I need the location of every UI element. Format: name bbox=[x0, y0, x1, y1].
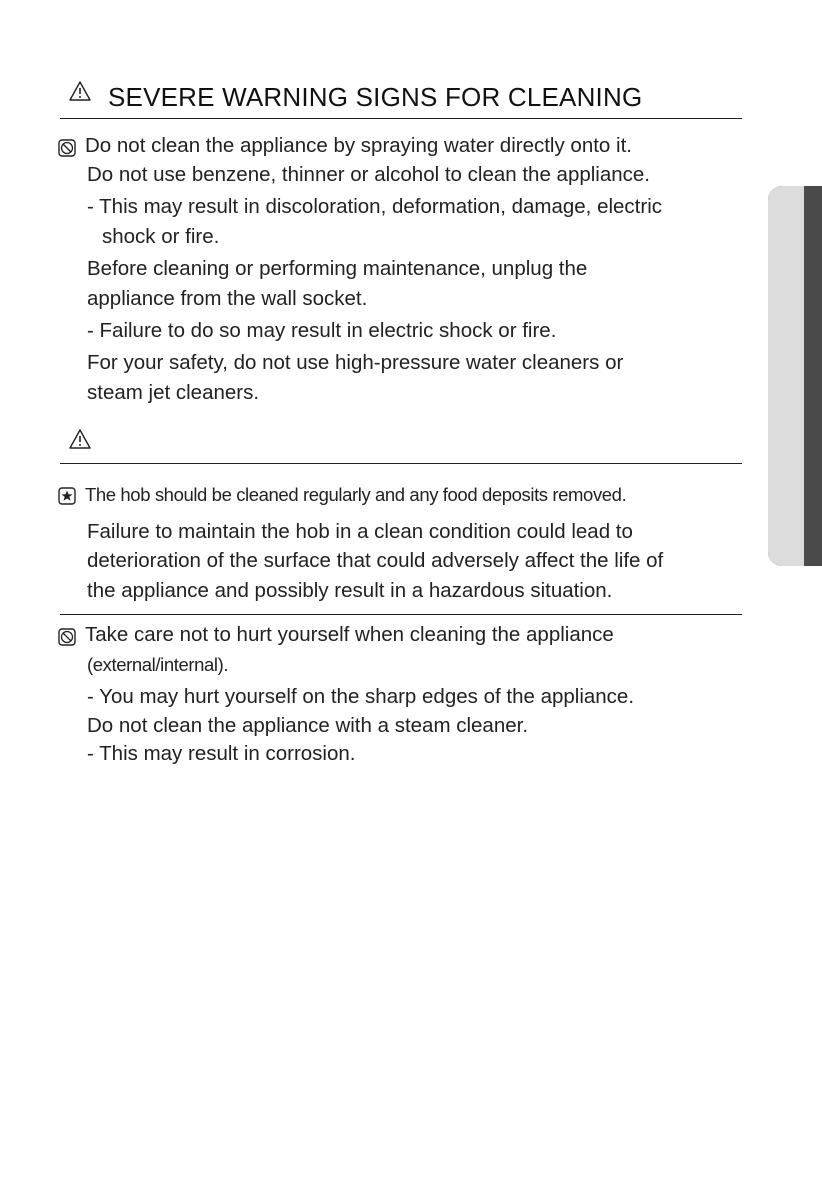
section-heading bbox=[60, 426, 742, 464]
text-line: - You may hurt yourself on the sharp edges of the appliance. bbox=[87, 685, 635, 708]
text-line: Do not clean the appliance with a steam cleaner. bbox=[87, 714, 529, 737]
text-line: the appliance and possibly result in a hazardous situation. bbox=[87, 579, 613, 602]
text-line: appliance from the wall socket. bbox=[87, 287, 368, 310]
prohibition-icon bbox=[58, 139, 76, 157]
text-line: deterioration of the surface that could adversely affect the life of bbox=[87, 549, 664, 572]
text-line: - This may result in discoloration, deformation, damage, electric bbox=[87, 195, 663, 218]
text-line: (external/internal). bbox=[87, 654, 229, 675]
important-star-icon bbox=[58, 487, 76, 505]
text-line: Before cleaning or performing maintenance, unplug the bbox=[87, 257, 588, 280]
text-line: The hob should be cleaned regularly and any food deposits removed. bbox=[85, 484, 627, 505]
text-line: For your safety, do not use high-pressure water cleaners or bbox=[87, 351, 624, 374]
section-title: SEVERE WARNING SIGNS FOR CLEANING bbox=[108, 82, 643, 112]
text-line: Do not clean the appliance by spraying water directly onto it. bbox=[85, 134, 632, 157]
text-line: Do not use benzene, thinner or alcohol to clean the appliance. bbox=[87, 163, 650, 186]
warning-triangle-icon bbox=[68, 428, 92, 450]
prohibition-icon bbox=[58, 628, 76, 646]
warning-triangle-icon bbox=[68, 80, 92, 102]
chapter-side-tab bbox=[768, 186, 822, 566]
text-line: Take care not to hurt yourself when cleaning the appliance bbox=[85, 623, 614, 646]
text-line: Failure to maintain the hob in a clean condition could lead to bbox=[87, 520, 633, 543]
section-heading bbox=[60, 78, 742, 119]
divider bbox=[60, 614, 742, 615]
text-line: - This may result in corrosion. bbox=[87, 742, 356, 765]
text-line: shock or fire. bbox=[102, 225, 220, 248]
text-line: - Failure to do so may result in electric shock or fire. bbox=[87, 319, 557, 342]
text-line: steam jet cleaners. bbox=[87, 381, 260, 404]
